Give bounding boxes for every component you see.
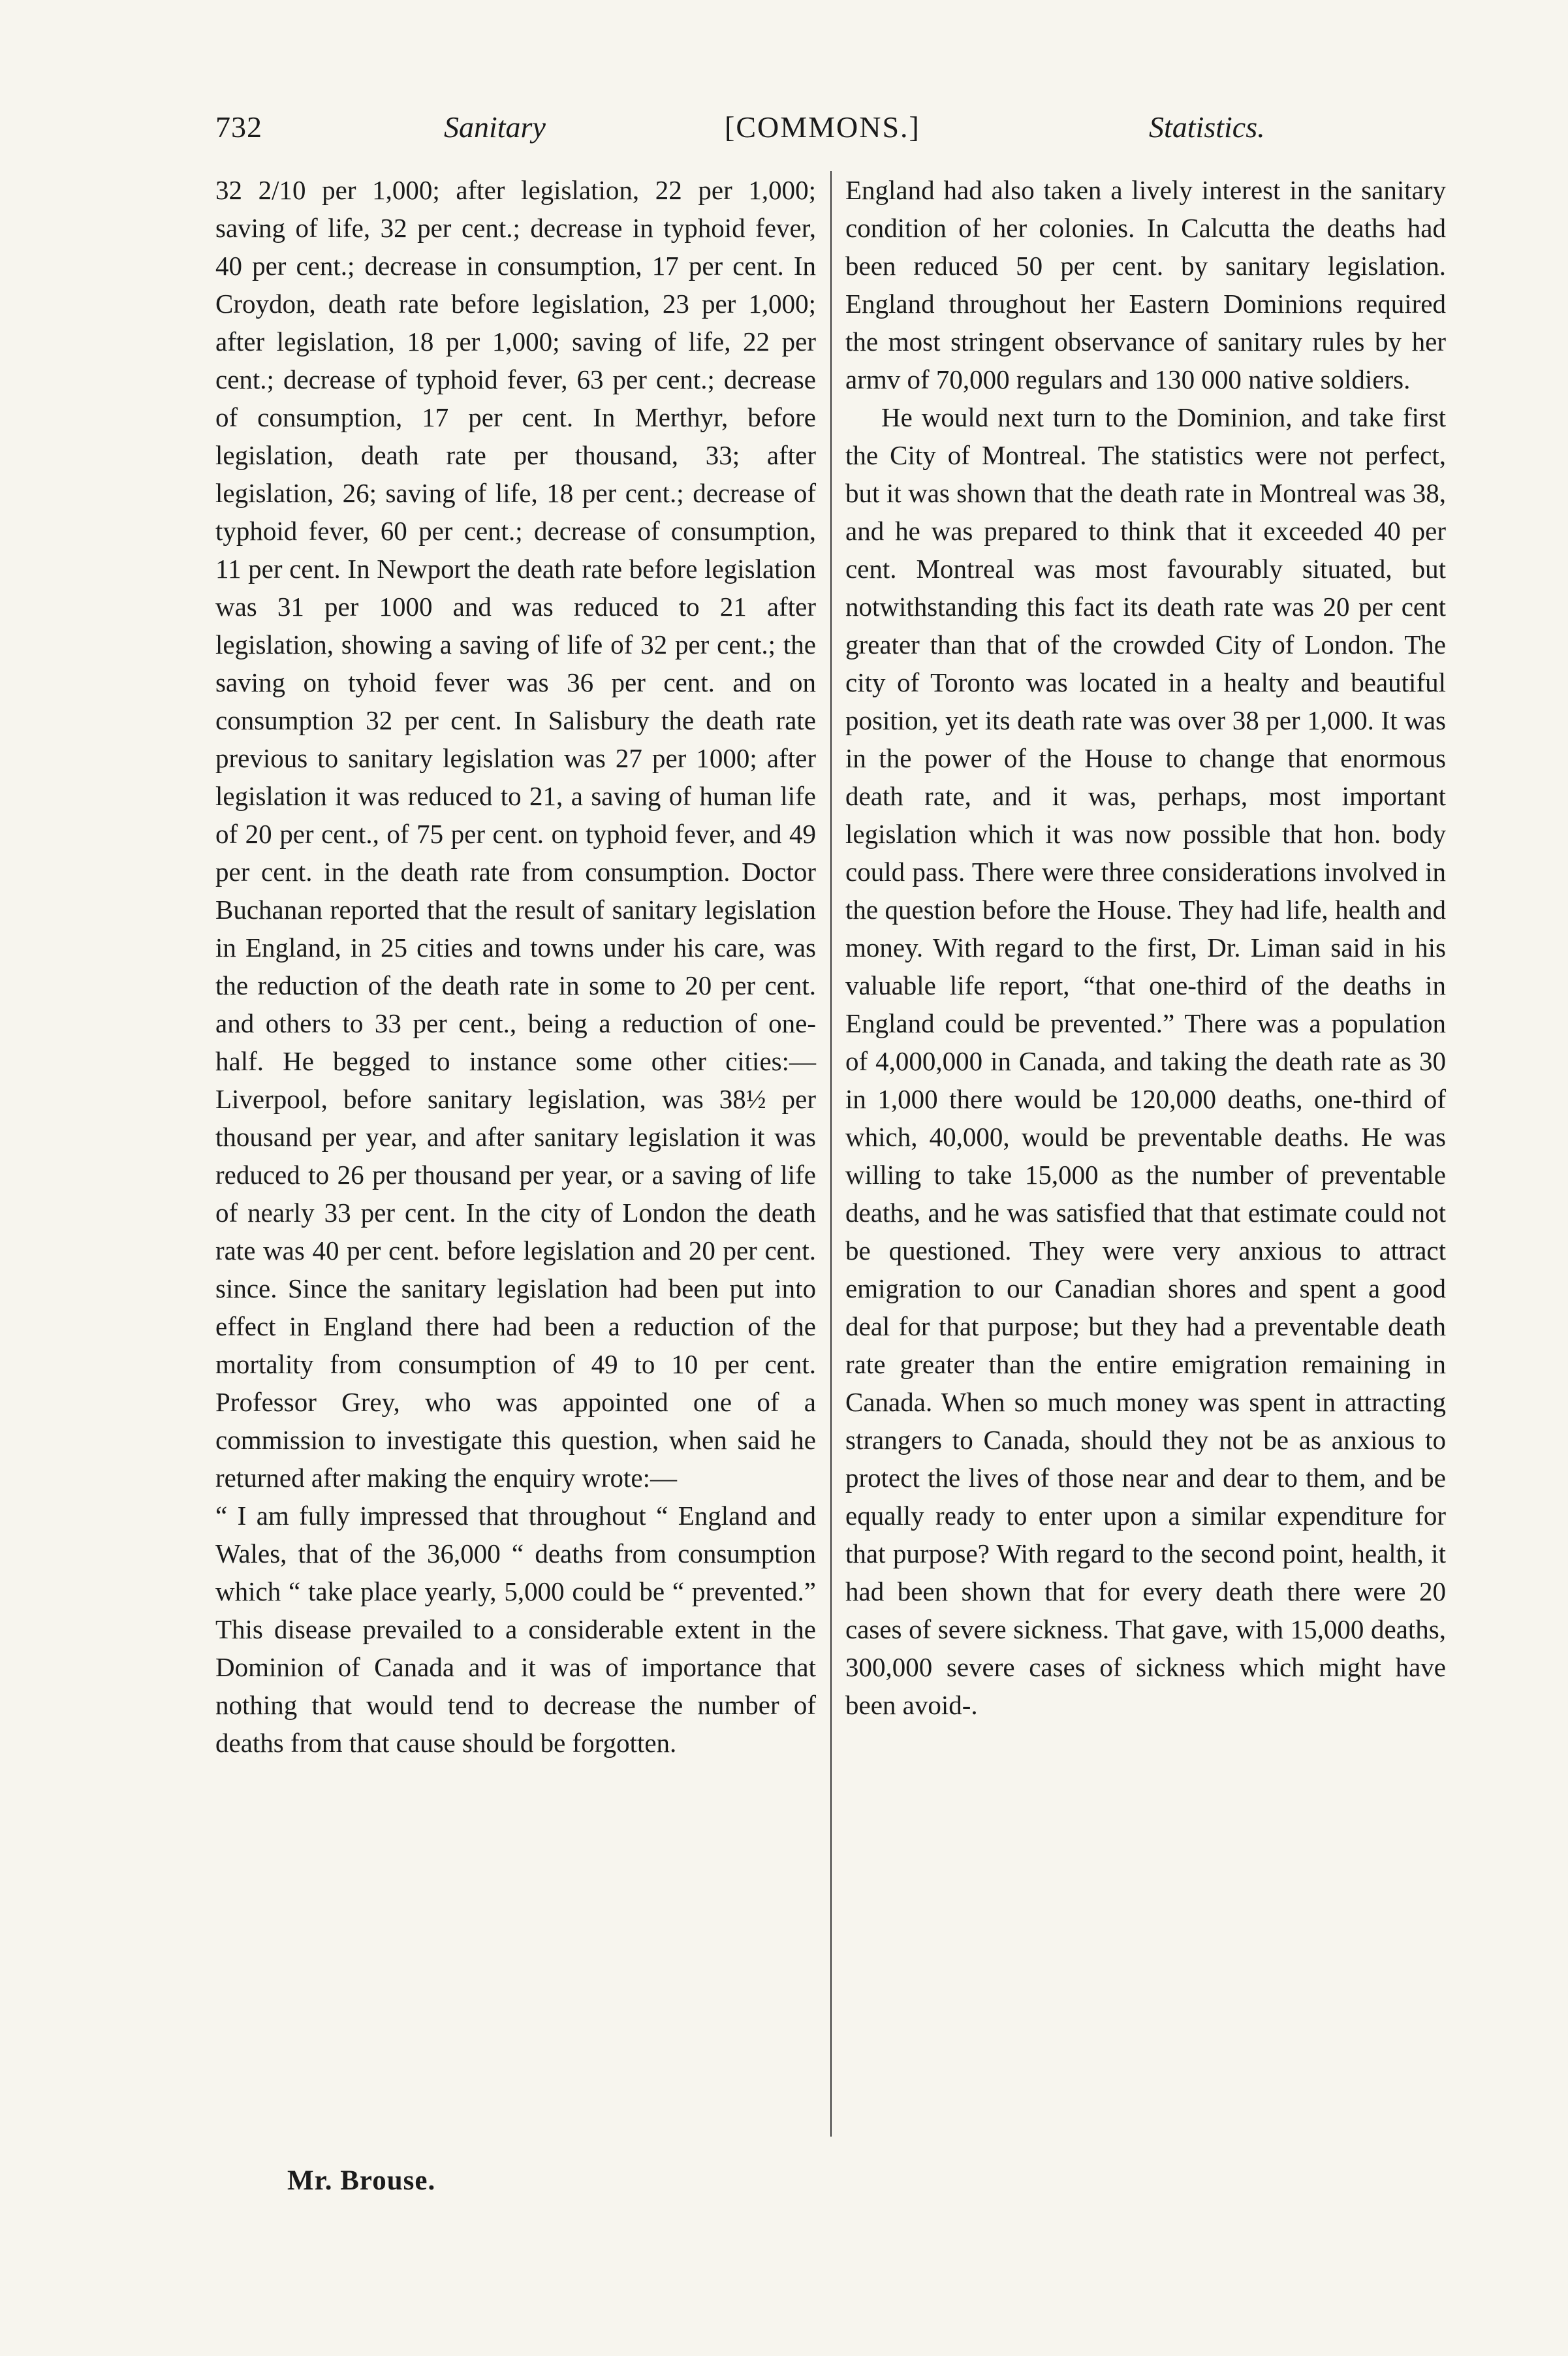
running-header <box>215 98 1299 157</box>
right-paragraph: He would next turn to the Dominion, and take first the City of Montreal. The statistics were not perfect, but it was shown that the death rate in Montreal was 38, and he was prepared to think that it exceeded 40 per cent. Montreal was most favourably situated, but notwithstanding this fact its death rate was 20 per cent greater than that of the crowded City of London. The city of Toronto was located in a healty and beautiful position, yet its death rate was over 38 per 1,000. It was in the power of the House to change that enormous death rate, and it was, perhaps, most important legislation which it was now possible that hon. body could pass. There were three considerations involved in the question before the House. They had life, health and money. With regard to the first, Dr. Liman said in his valuable life report, “that one-third of the deaths in England could be prevented.” There was a population of 4,000,000 in Canada, and taking the death rate as 30 in 1,000 there would be 120,000 deaths, one-third of which, 40,000, would be preventable deaths. He was willing to take 15,000 as the number of preventable deaths, and he was satisfied that that estimate could not be questioned. They were very anxious to attract emigration to our Canadian shores and spent a good deal for that purpose; but they had a preventable death rate greater than the entire emigration remaining in Canada. When so much money was spent in attracting strangers to Canada, should they not be as anxious to protect the lives of those near and dear to them, and be equally ready to enter upon a similar expenditure for that purpose? With regard to the second point, health, it had been shown that for every death there were 20 cases of severe sickness. That gave, with 15,000 deaths, 300,000 severe cases of sickness which might have been avoid-. <box>845 402 1446 1720</box>
left-paragraph: 32 2/10 per 1,000; after legislation, 22 per 1,000; saving of life, 32 per cent.; decrease in typhoid fever, 40 per cent.; decrease in consumption, 17 per cent. In Croydon, death rate before legislation, 23 per 1,000; after legislation, 18 per 1,000; saving of life, 22 per cent.; decrease of typhoid fever, 63 per cent.; decrease of consumption, 17 per cent. In Merthyr, before legislation, death rate per thousand, 33; after legislation, 26; saving of life, 18 per cent.; decrease of typhoid fever, 60 per cent.; decrease of consumption, 11 per cent. In Newport the death rate before legislation was 31 per 1000 and was reduced to 21 after legislation, showing a saving of life of 32 per cent.; the saving on tyhoid fever was 36 per cent. and on consumption 32 per cent. In Salisbury the death rate previous to sanitary legislation was 27 per 1000; after legislation it was reduced to 21, a saving of human life of 20 per cent., of 75 per cent. on typhoid fever, and 49 per cent. in the death rate from consumption. Doctor Buchanan reported that the result of sanitary legislation in England, in 25 cities and towns under his care, was the reduction of the death rate in some to 20 per cent. and others to 33 per cent., being a reduction of one-half. He begged to instance some other cities:—Liverpool, before sanitary legislation, was 38½ per thousand per year, and after sanitary legislation it was reduced to 26 per thousand per year, or a saving of life of nearly 33 per cent. In the city of London the death rate was 40 per cent. before legislation and 20 per cent. since. Since the sanitary legislation had been put into effect in England there had been a reduction of the mortality from consumption of 49 to 10 per cent. Professor Grey, who was appointed one of a commission to investigate this question, when said he returned after making the enquiry wrote:— <box>215 175 816 1493</box>
right-column <box>845 171 1446 1724</box>
left-column <box>215 171 816 1762</box>
header-center-title: [COMMONS.] <box>725 110 920 144</box>
footer-speaker: Mr. Brouse. <box>287 2165 436 2196</box>
header-right-title: Statistics. <box>1149 110 1265 144</box>
page-number: 732 <box>215 110 262 144</box>
header-left-title: Sanitary <box>444 110 546 144</box>
right-paragraph: England had also taken a lively interest in the sanitary condition of her colonies. In Calcutta the deaths had been reduced 50 per cent. by sanitary legislation. England throughout her Eastern Dominions required the most stringent observance of sanitary rules by her armv of 70,000 regulars and 130 000 native soldiers. <box>845 175 1446 394</box>
column-divider <box>830 171 832 2137</box>
left-paragraph: “ I am fully impressed that throughout “ England and Wales, that of the 36,000 “ deaths from consumption which “ take place yearly, 5,000 could be “ prevented.” This disease prevailed to a considerable extent in the Dominion of Canada and it was of importance that nothing that would tend to decrease the number of deaths from that cause should be forgotten. <box>215 1501 816 1758</box>
